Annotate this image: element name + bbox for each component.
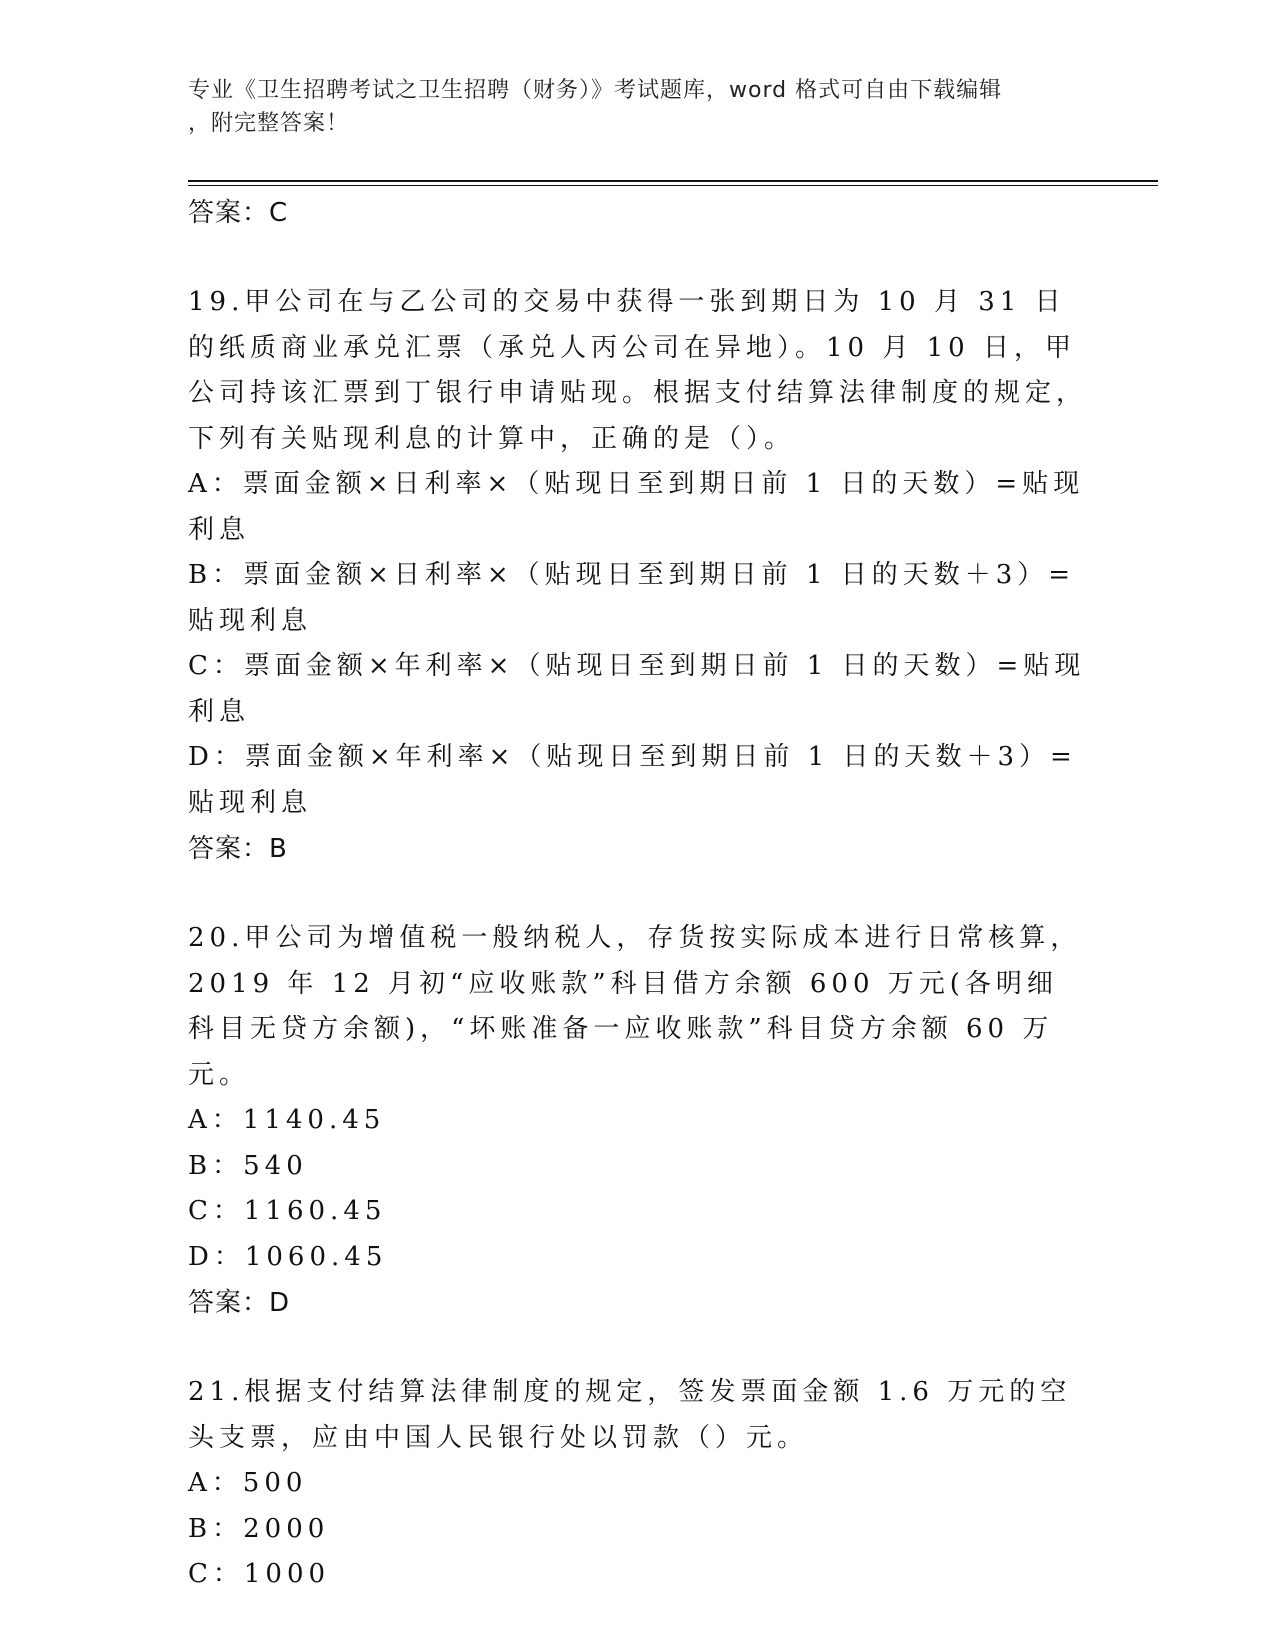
question-21	[188, 1370, 1088, 1598]
header-line-1: 专业《卫生招聘考试之卫生招聘（财务）》考试题库，word 格式可自由下载编辑	[188, 78, 1003, 103]
answer: 答案：D	[188, 1288, 291, 1318]
page-header	[188, 74, 1088, 140]
option-d: D：票面金额×年利率×（贴现日至到期日前 1 日的天数＋3）=贴现利息	[188, 742, 1077, 818]
previous-answer: 答案：C	[188, 198, 289, 228]
header-rule	[188, 180, 1158, 182]
question-text: 20.甲公司为增值税一般纳税人，存货按实际成本进行日常核算，2019 年 12 月初“应收账款”科目借方余额 600 万元(各明细科目无贷方余额)，“坏账准备一应收账款”科目贷方余额 60 万元。	[188, 923, 1082, 1090]
option-d: D：1060.45	[188, 1241, 388, 1272]
answer: 答案：B	[188, 834, 288, 864]
option-c: C：1000	[188, 1559, 331, 1589]
option-a: A：票面金额×日利率×（贴现日至到期日前 1 日的天数）=贴现利息	[188, 469, 1085, 545]
question-text: 19.甲公司在与乙公司的交易中获得一张到期日为 10 月 31 日的纸质商业承兑汇票（承兑人丙公司在异地）。10 月 10 日，甲公司持该汇票到丁银行申请贴现。根据支付结算法律制度的规定，下列有关贴现利息的计算中，正确的是（）。	[188, 287, 1088, 454]
option-a: A：1140.45	[188, 1105, 386, 1135]
question-19	[188, 280, 1088, 872]
option-b: B：540	[188, 1150, 308, 1181]
option-c: C：1160.45	[188, 1196, 387, 1226]
option-b: B：票面金额×日利率×（贴现日至到期日前 1 日的天数＋3）=贴现利息	[188, 560, 1076, 636]
header-rule-thin	[188, 185, 1158, 186]
header-line-2: ，附完整答案！	[188, 111, 350, 136]
option-c: C：票面金额×年利率×（贴现日至到期日前 1 日的天数）=贴现利息	[188, 651, 1086, 727]
question-text: 21.根据支付结算法律制度的规定，签发票面金额 1.6 万元的空头支票，应由中国人民银行处以罚款（）元。	[188, 1377, 1072, 1453]
option-b: B：2000	[188, 1513, 330, 1544]
question-20	[188, 916, 1088, 1326]
option-a: A：500	[188, 1468, 308, 1498]
question-list	[188, 190, 1088, 1598]
